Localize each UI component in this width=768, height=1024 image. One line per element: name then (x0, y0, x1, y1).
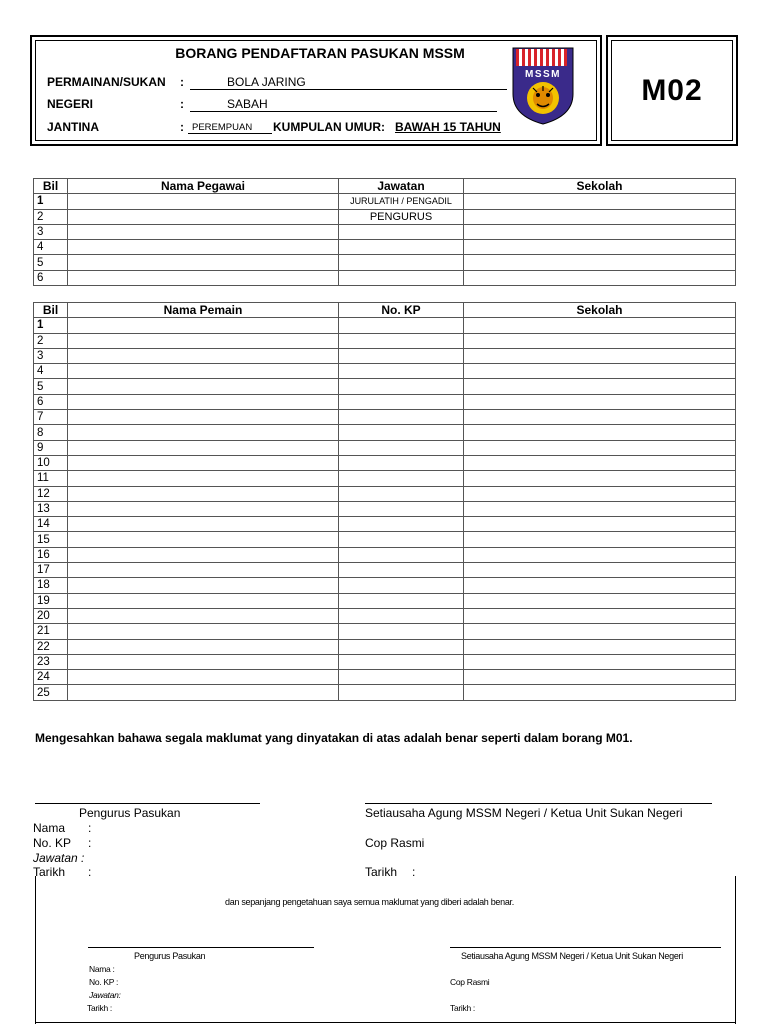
player-bil: 8 (34, 425, 68, 440)
official-row (34, 255, 736, 270)
player-row (34, 318, 736, 333)
player-nama-cell[interactable] (68, 425, 339, 440)
officials-table (33, 178, 736, 286)
player-nama-cell[interactable] (68, 455, 339, 470)
player-nama-cell[interactable] (68, 608, 339, 623)
player-nama-cell[interactable] (68, 578, 339, 593)
player-sekolah-cell[interactable] (464, 364, 736, 379)
official-bil: 2 (34, 209, 68, 224)
player-sekolah-cell[interactable] (464, 394, 736, 409)
player-nama-cell[interactable] (68, 379, 339, 394)
player-sekolah-cell[interactable] (464, 379, 736, 394)
official-row (34, 240, 736, 255)
player-no-kp-cell[interactable] (339, 624, 464, 639)
player-no-kp-cell[interactable] (339, 670, 464, 685)
negeri-label: NEGERI (47, 97, 94, 111)
player-bil: 18 (34, 578, 68, 593)
player-sekolah-cell[interactable] (464, 532, 736, 547)
official-bil: 6 (34, 270, 68, 285)
inset-border-left (35, 876, 36, 1024)
official-nama-cell[interactable] (68, 194, 339, 209)
permainan-colon: : (180, 75, 184, 89)
player-sekolah-cell[interactable] (464, 318, 736, 333)
player-nama-cell[interactable] (68, 364, 339, 379)
inset-statement: dan sepanjang pengetahuan saya semua maklumat yang diberi adalah benar. (225, 897, 514, 907)
player-row (34, 364, 736, 379)
player-sekolah-cell[interactable] (464, 455, 736, 470)
cop-rasmi-label: Cop Rasmi (365, 836, 425, 850)
player-bil: 17 (34, 563, 68, 578)
official-jawatan-cell[interactable] (339, 270, 464, 285)
player-no-kp-cell[interactable] (339, 517, 464, 532)
inset-border-right (735, 876, 736, 1024)
col-header-nama-pegawai: Nama Pegawai (68, 179, 339, 194)
player-sekolah-cell[interactable] (464, 425, 736, 440)
no-kp-colon: : (88, 836, 92, 850)
nama-label: Nama (33, 821, 66, 835)
player-bil: 22 (34, 639, 68, 654)
official-sekolah-cell[interactable] (464, 194, 736, 209)
player-no-kp-cell[interactable] (339, 471, 464, 486)
logo-text: MSSM (525, 69, 561, 80)
player-row (34, 517, 736, 532)
player-no-kp-cell[interactable] (339, 379, 464, 394)
player-bil: 5 (34, 379, 68, 394)
jantina-colon: : (180, 120, 184, 134)
official-sekolah-cell[interactable] (464, 224, 736, 239)
form-title: BORANG PENDAFTARAN PASUKAN MSSM (175, 45, 465, 61)
official-nama-cell[interactable] (68, 255, 339, 270)
player-bil: 21 (34, 624, 68, 639)
player-sekolah-cell[interactable] (464, 563, 736, 578)
player-no-kp-cell[interactable] (339, 578, 464, 593)
player-bil: 6 (34, 394, 68, 409)
player-sekolah-cell[interactable] (464, 608, 736, 623)
col-header-sekolah: Sekolah (464, 179, 736, 194)
inset-tarikh-right-label: Tarikh : (450, 1003, 475, 1013)
col-header-sekolah: Sekolah (464, 303, 736, 318)
players-table (33, 302, 736, 701)
officials-header-row (34, 179, 736, 194)
inset-no-kp-label: No. KP : (89, 977, 119, 987)
player-row (34, 670, 736, 685)
player-nama-cell[interactable] (68, 501, 339, 516)
player-bil: 14 (34, 517, 68, 532)
player-no-kp-cell[interactable] (339, 654, 464, 669)
official-sekolah-cell[interactable] (464, 240, 736, 255)
player-bil: 24 (34, 670, 68, 685)
player-sekolah-cell[interactable] (464, 547, 736, 562)
player-row (34, 455, 736, 470)
permainan-underline (190, 89, 507, 90)
player-sekolah-cell[interactable] (464, 471, 736, 486)
player-nama-cell[interactable] (68, 394, 339, 409)
player-nama-cell[interactable] (68, 532, 339, 547)
player-no-kp-cell[interactable] (339, 563, 464, 578)
permainan-value[interactable]: BOLA JARING (227, 75, 306, 89)
player-sekolah-cell[interactable] (464, 593, 736, 608)
official-jawatan-cell[interactable]: JURULATIH / PENGADIL (339, 194, 464, 209)
player-bil: 20 (34, 608, 68, 623)
official-jawatan-cell[interactable]: PENGURUS (339, 209, 464, 224)
official-row (34, 270, 736, 285)
player-bil: 23 (34, 654, 68, 669)
player-sekolah-cell[interactable] (464, 501, 736, 516)
player-nama-cell[interactable] (68, 654, 339, 669)
player-sekolah-cell[interactable] (464, 440, 736, 455)
player-no-kp-cell[interactable] (339, 394, 464, 409)
player-row (34, 486, 736, 501)
inset-tarikh-label: Tarikh : (87, 1003, 112, 1013)
nama-colon: : (88, 821, 92, 835)
official-row (34, 209, 736, 224)
official-sekolah-cell[interactable] (464, 255, 736, 270)
right-signature-line (365, 803, 712, 804)
player-no-kp-cell[interactable] (339, 440, 464, 455)
player-nama-cell[interactable] (68, 685, 339, 700)
inset-nama-label: Nama : (89, 964, 115, 974)
player-nama-cell[interactable] (68, 517, 339, 532)
inset-border-bottom (35, 1022, 735, 1023)
player-bil: 1 (34, 318, 68, 333)
player-row (34, 425, 736, 440)
tarikh-right-colon: : (412, 865, 416, 879)
player-row (34, 410, 736, 425)
col-header-no-kp: No. KP (339, 303, 464, 318)
official-nama-cell[interactable] (68, 224, 339, 239)
tarikh-right-label: Tarikh (365, 865, 398, 879)
official-bil: 3 (34, 224, 68, 239)
tarikh-colon: : (88, 865, 92, 879)
player-no-kp-cell[interactable] (339, 547, 464, 562)
player-bil: 11 (34, 471, 68, 486)
player-sekolah-cell[interactable] (464, 639, 736, 654)
player-no-kp-cell[interactable] (339, 425, 464, 440)
player-row (34, 333, 736, 348)
permainan-label: PERMAINAN/SUKAN (47, 75, 166, 89)
official-nama-cell[interactable] (68, 209, 339, 224)
player-no-kp-cell[interactable] (339, 410, 464, 425)
player-row (34, 501, 736, 516)
official-bil: 4 (34, 240, 68, 255)
player-sekolah-cell[interactable] (464, 670, 736, 685)
players-header-row (34, 303, 736, 318)
player-nama-cell[interactable] (68, 410, 339, 425)
col-header-nama-pemain: Nama Pemain (68, 303, 339, 318)
inset-jawatan-label: Jawatan: (89, 990, 121, 1000)
player-no-kp-cell[interactable] (339, 593, 464, 608)
player-nama-cell[interactable] (68, 624, 339, 639)
player-bil: 25 (34, 685, 68, 700)
negeri-value[interactable]: SABAH (227, 97, 268, 111)
player-no-kp-cell[interactable] (339, 639, 464, 654)
inset-right-title: Setiausaha Agung MSSM Negeri / Ketua Unit Sukan Negeri (461, 951, 683, 961)
mssm-logo (511, 46, 575, 126)
negeri-colon: : (180, 97, 184, 111)
player-sekolah-cell[interactable] (464, 486, 736, 501)
left-signature-line (35, 803, 260, 804)
player-no-kp-cell[interactable] (339, 333, 464, 348)
player-no-kp-cell[interactable] (339, 486, 464, 501)
inset-left-signature-line (88, 947, 314, 948)
player-row (34, 578, 736, 593)
official-jawatan-cell[interactable] (339, 255, 464, 270)
player-nama-cell[interactable] (68, 486, 339, 501)
player-row (34, 563, 736, 578)
player-bil: 4 (34, 364, 68, 379)
official-jawatan-cell[interactable] (339, 240, 464, 255)
official-nama-cell[interactable] (68, 270, 339, 285)
player-nama-cell[interactable] (68, 333, 339, 348)
official-jawatan-cell[interactable] (339, 224, 464, 239)
kumpulan-value[interactable]: BAWAH 15 TAHUN (395, 120, 501, 134)
player-row (34, 685, 736, 700)
player-no-kp-cell[interactable] (339, 501, 464, 516)
player-sekolah-cell[interactable] (464, 624, 736, 639)
player-row (34, 639, 736, 654)
player-bil: 13 (34, 501, 68, 516)
player-bil: 10 (34, 455, 68, 470)
player-sekolah-cell[interactable] (464, 517, 736, 532)
player-bil: 9 (34, 440, 68, 455)
official-row (34, 194, 736, 209)
player-nama-cell[interactable] (68, 440, 339, 455)
player-nama-cell[interactable] (68, 593, 339, 608)
player-bil: 7 (34, 410, 68, 425)
player-nama-cell[interactable] (68, 471, 339, 486)
player-no-kp-cell[interactable] (339, 532, 464, 547)
left-signature-title: Pengurus Pasukan (79, 806, 181, 820)
official-row (34, 224, 736, 239)
player-nama-cell[interactable] (68, 563, 339, 578)
player-row (34, 654, 736, 669)
player-sekolah-cell[interactable] (464, 410, 736, 425)
player-no-kp-cell[interactable] (339, 364, 464, 379)
player-sekolah-cell[interactable] (464, 333, 736, 348)
col-header-bil: Bil (34, 303, 68, 318)
kumpulan-label: KUMPULAN UMUR: (273, 120, 385, 134)
player-row (34, 593, 736, 608)
no-kp-label: No. KP (33, 836, 72, 850)
player-bil: 2 (34, 333, 68, 348)
player-no-kp-cell[interactable] (339, 348, 464, 363)
jantina-underline (188, 133, 272, 134)
player-row (34, 547, 736, 562)
official-sekolah-cell[interactable] (464, 209, 736, 224)
player-sekolah-cell[interactable] (464, 685, 736, 700)
player-no-kp-cell[interactable] (339, 608, 464, 623)
inset-cop-rasmi-label: Cop Rasmi (450, 977, 490, 987)
player-no-kp-cell[interactable] (339, 455, 464, 470)
form-code: M02 (641, 73, 703, 107)
player-nama-cell[interactable] (68, 670, 339, 685)
jawatan-label: Jawatan : (33, 851, 85, 865)
col-header-bil: Bil (34, 179, 68, 194)
player-row (34, 471, 736, 486)
player-row (34, 348, 736, 363)
player-bil: 15 (34, 532, 68, 547)
player-bil: 12 (34, 486, 68, 501)
player-bil: 3 (34, 348, 68, 363)
col-header-jawatan: Jawatan (339, 179, 464, 194)
player-nama-cell[interactable] (68, 318, 339, 333)
player-nama-cell[interactable] (68, 639, 339, 654)
jantina-value[interactable]: PEREMPUAN (192, 122, 253, 133)
player-bil: 16 (34, 547, 68, 562)
negeri-underline (190, 111, 497, 112)
player-sekolah-cell[interactable] (464, 348, 736, 363)
player-no-kp-cell[interactable] (339, 318, 464, 333)
tarikh-label: Tarikh (33, 865, 66, 879)
official-sekolah-cell[interactable] (464, 270, 736, 285)
jantina-label: JANTINA (47, 120, 100, 134)
player-row (34, 379, 736, 394)
player-nama-cell[interactable] (68, 348, 339, 363)
declaration-statement: Mengesahkan bahawa segala maklumat yang dinyatakan di atas adalah benar seperti dalam borang M01. (35, 731, 633, 745)
inset-left-title: Pengurus Pasukan (134, 951, 206, 961)
official-nama-cell[interactable] (68, 240, 339, 255)
player-sekolah-cell[interactable] (464, 654, 736, 669)
official-bil: 1 (34, 194, 68, 209)
player-row (34, 532, 736, 547)
player-row (34, 394, 736, 409)
player-bil: 19 (34, 593, 68, 608)
inset-right-signature-line (450, 947, 721, 948)
player-no-kp-cell[interactable] (339, 685, 464, 700)
player-row (34, 440, 736, 455)
official-bil: 5 (34, 255, 68, 270)
player-row (34, 608, 736, 623)
player-nama-cell[interactable] (68, 547, 339, 562)
player-sekolah-cell[interactable] (464, 578, 736, 593)
right-signature-title: Setiausaha Agung MSSM Negeri / Ketua Unit Sukan Negeri (365, 806, 683, 820)
player-row (34, 624, 736, 639)
